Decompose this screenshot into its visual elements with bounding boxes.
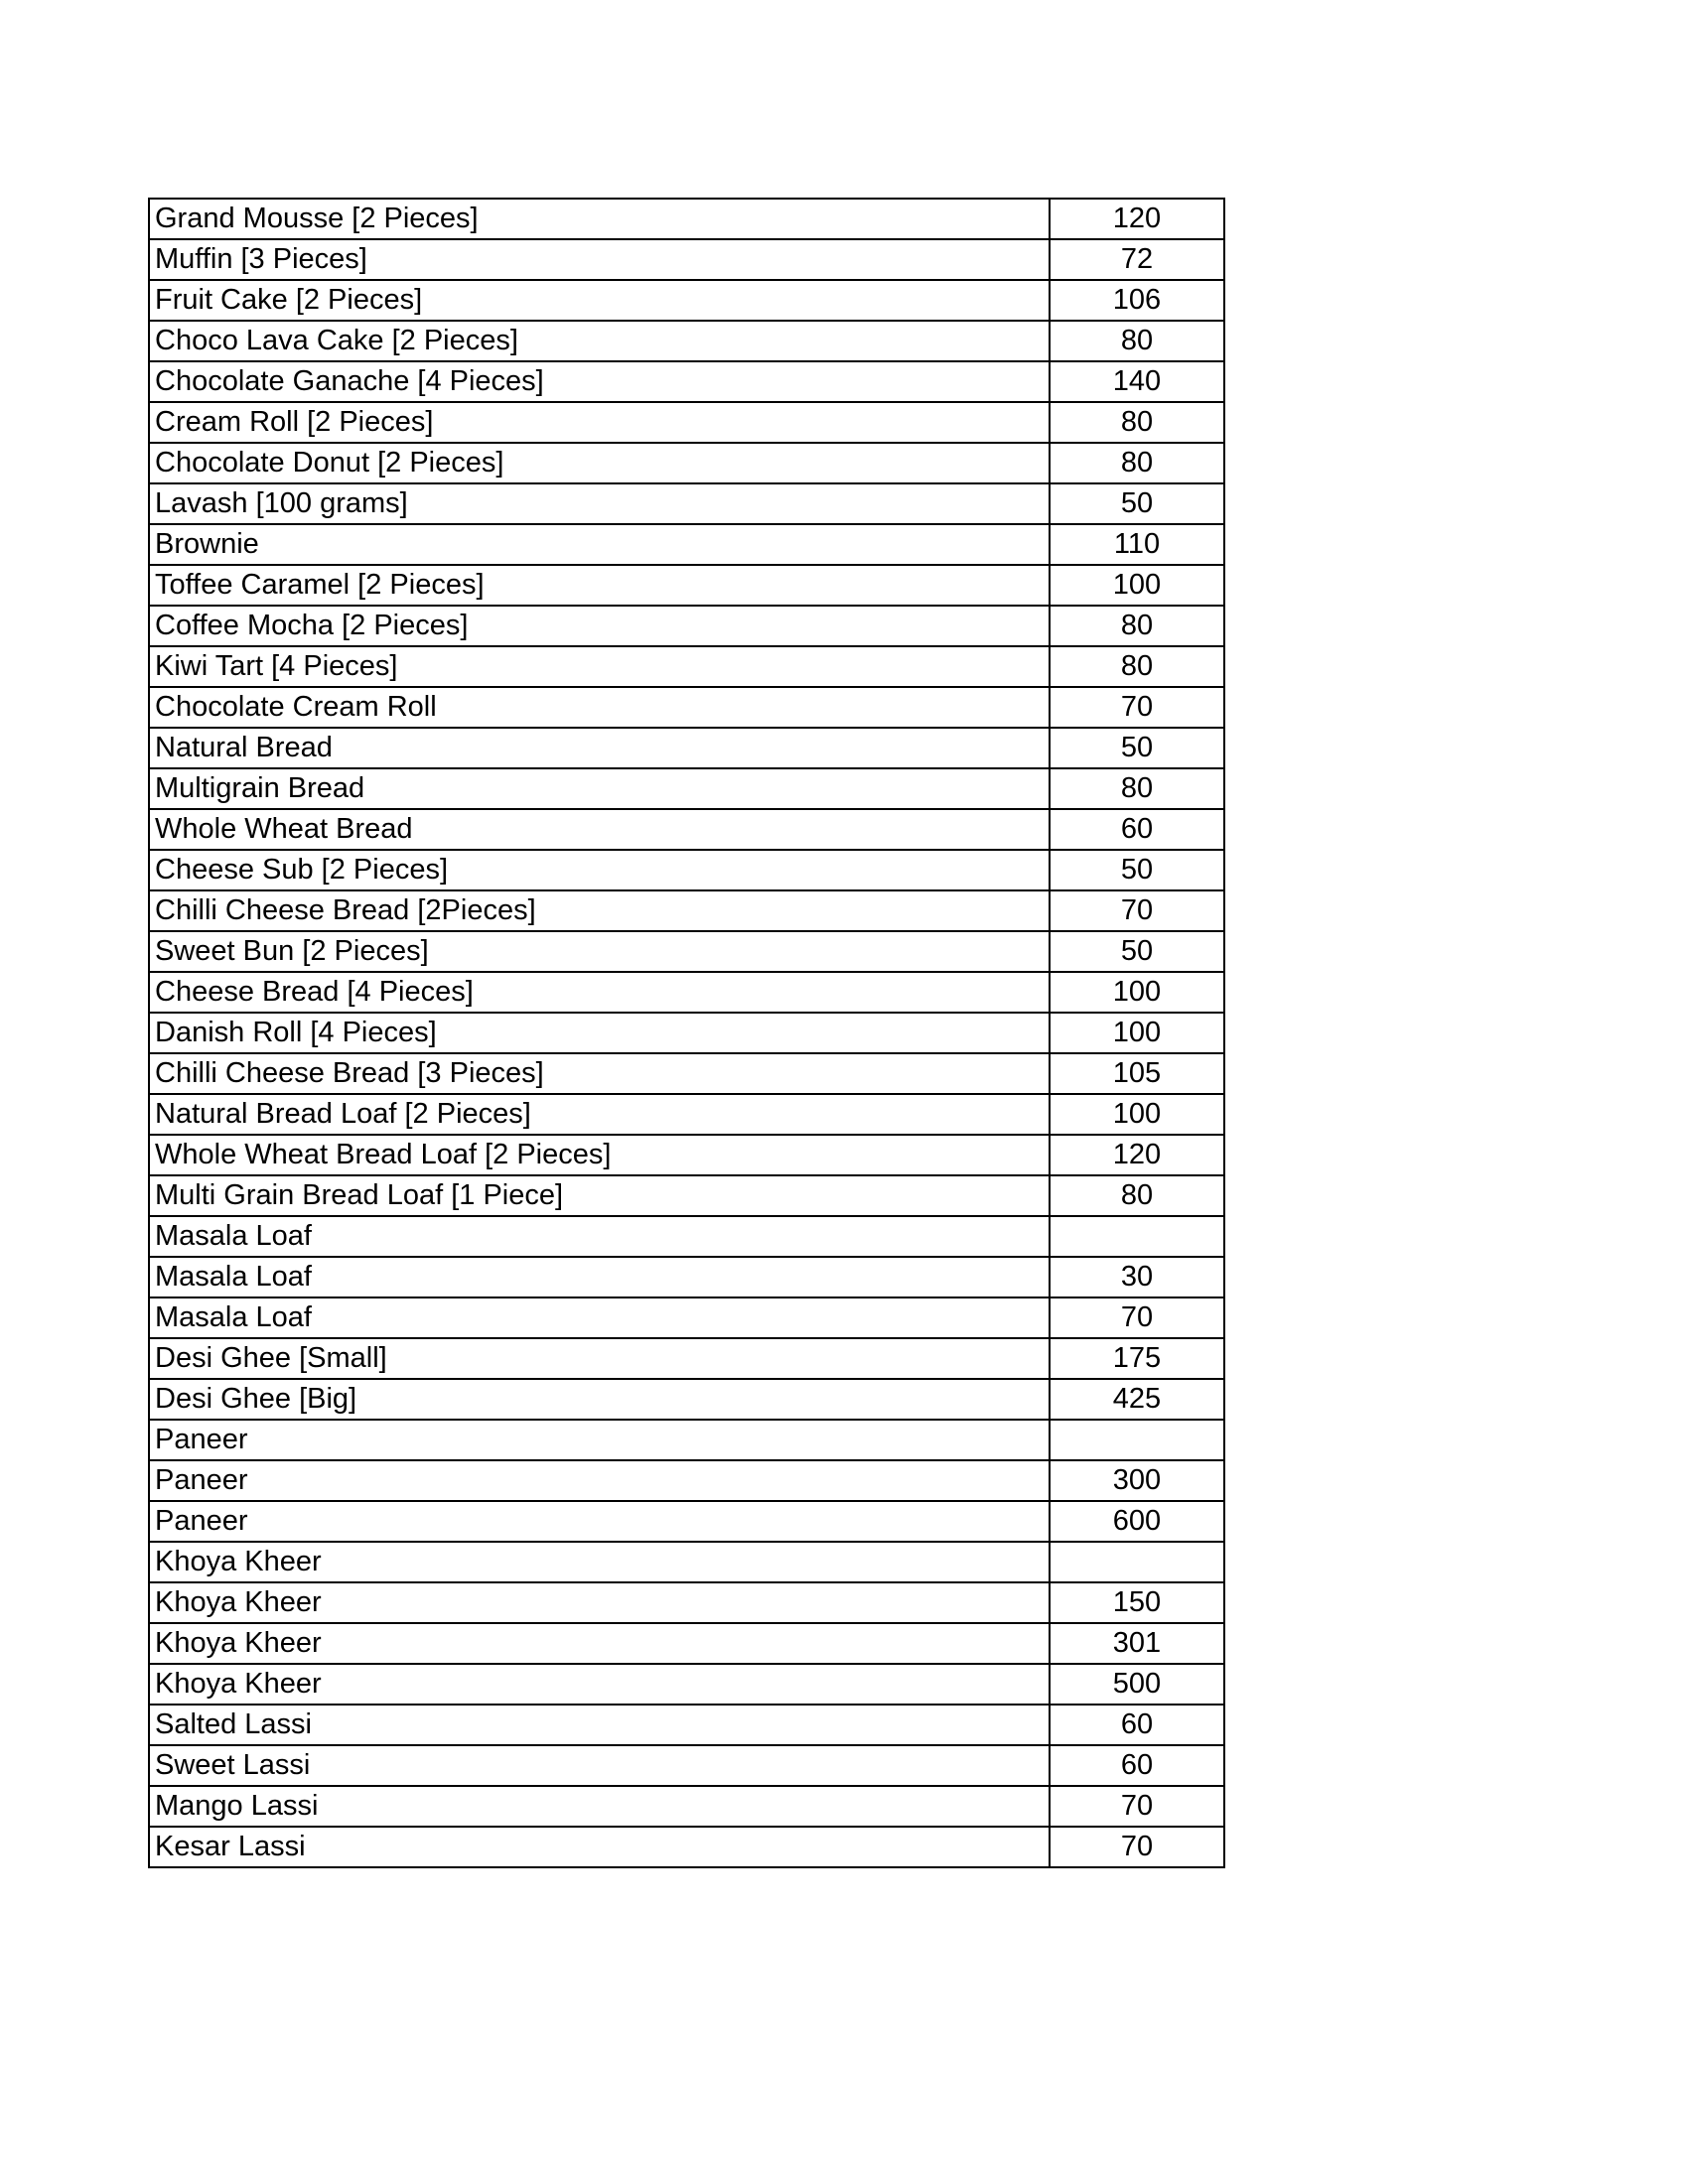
table-row	[149, 483, 1224, 524]
item-price-cell: 175	[1050, 1338, 1224, 1379]
item-name-cell: Coffee Mocha [2 Pieces]	[149, 606, 1050, 646]
item-name-cell: Paneer	[149, 1460, 1050, 1501]
table-row	[149, 1501, 1224, 1542]
item-name-cell: Kiwi Tart [4 Pieces]	[149, 646, 1050, 687]
item-price-cell	[1050, 1216, 1224, 1257]
table-row	[149, 361, 1224, 402]
item-name-cell: Fruit Cake [2 Pieces]	[149, 280, 1050, 321]
table-row	[149, 1338, 1224, 1379]
item-name-cell: Desi Ghee [Big]	[149, 1379, 1050, 1420]
item-name-cell: Mango Lassi	[149, 1786, 1050, 1827]
item-price-cell: 80	[1050, 443, 1224, 483]
item-price-cell: 140	[1050, 361, 1224, 402]
item-name-cell: Sweet Bun [2 Pieces]	[149, 931, 1050, 972]
table-row	[149, 321, 1224, 361]
table-row	[149, 1135, 1224, 1175]
item-name-cell: Chilli Cheese Bread [2Pieces]	[149, 890, 1050, 931]
table-row	[149, 850, 1224, 890]
table-row	[149, 1257, 1224, 1297]
item-name-cell: Sweet Lassi	[149, 1745, 1050, 1786]
table-row	[149, 1013, 1224, 1053]
table-row	[149, 1542, 1224, 1582]
item-price-cell	[1050, 1420, 1224, 1460]
item-price-cell: 70	[1050, 687, 1224, 728]
item-price-cell: 110	[1050, 524, 1224, 565]
item-name-cell: Khoya Kheer	[149, 1664, 1050, 1705]
table-row	[149, 1623, 1224, 1664]
item-price-cell: 100	[1050, 1094, 1224, 1135]
item-name-cell: Desi Ghee [Small]	[149, 1338, 1050, 1379]
table-row	[149, 606, 1224, 646]
item-price-cell	[1050, 1542, 1224, 1582]
item-price-cell: 120	[1050, 1135, 1224, 1175]
table-row	[149, 565, 1224, 606]
item-price-cell: 80	[1050, 321, 1224, 361]
table-row	[149, 1745, 1224, 1786]
item-name-cell: Muffin [3 Pieces]	[149, 239, 1050, 280]
item-price-cell: 50	[1050, 850, 1224, 890]
item-name-cell: Paneer	[149, 1501, 1050, 1542]
table-row	[149, 1379, 1224, 1420]
item-price-cell: 80	[1050, 1175, 1224, 1216]
table-row	[149, 1705, 1224, 1745]
item-price-cell: 80	[1050, 768, 1224, 809]
table-row	[149, 524, 1224, 565]
item-name-cell: Khoya Kheer	[149, 1542, 1050, 1582]
item-price-cell: 120	[1050, 199, 1224, 239]
item-price-cell: 72	[1050, 239, 1224, 280]
item-name-cell: Whole Wheat Bread Loaf [2 Pieces]	[149, 1135, 1050, 1175]
item-name-cell: Kesar Lassi	[149, 1827, 1050, 1867]
item-price-cell: 50	[1050, 728, 1224, 768]
table-row	[149, 687, 1224, 728]
menu-table-body	[149, 199, 1224, 1867]
item-price-cell: 100	[1050, 1013, 1224, 1053]
item-price-cell: 70	[1050, 1786, 1224, 1827]
table-row	[149, 280, 1224, 321]
table-row	[149, 1053, 1224, 1094]
table-row	[149, 931, 1224, 972]
item-name-cell: Chilli Cheese Bread [3 Pieces]	[149, 1053, 1050, 1094]
table-row	[149, 199, 1224, 239]
table-row	[149, 239, 1224, 280]
item-price-cell: 60	[1050, 1745, 1224, 1786]
table-row	[149, 1094, 1224, 1135]
item-price-cell: 100	[1050, 972, 1224, 1013]
item-name-cell: Natural Bread	[149, 728, 1050, 768]
item-price-cell: 50	[1050, 483, 1224, 524]
item-price-cell: 106	[1050, 280, 1224, 321]
table-row	[149, 1216, 1224, 1257]
item-price-cell: 60	[1050, 809, 1224, 850]
item-price-cell: 500	[1050, 1664, 1224, 1705]
item-name-cell: Toffee Caramel [2 Pieces]	[149, 565, 1050, 606]
item-price-cell: 70	[1050, 1827, 1224, 1867]
table-row	[149, 1460, 1224, 1501]
table-row	[149, 1175, 1224, 1216]
item-name-cell: Cheese Bread [4 Pieces]	[149, 972, 1050, 1013]
table-row	[149, 890, 1224, 931]
table-row	[149, 1297, 1224, 1338]
item-price-cell: 100	[1050, 565, 1224, 606]
table-row	[149, 646, 1224, 687]
item-name-cell: Brownie	[149, 524, 1050, 565]
table-row	[149, 809, 1224, 850]
item-name-cell: Lavash [100 grams]	[149, 483, 1050, 524]
item-price-cell: 80	[1050, 606, 1224, 646]
item-name-cell: Cheese Sub [2 Pieces]	[149, 850, 1050, 890]
table-row	[149, 728, 1224, 768]
item-name-cell: Masala Loaf	[149, 1257, 1050, 1297]
table-row	[149, 402, 1224, 443]
item-price-cell: 70	[1050, 890, 1224, 931]
item-name-cell: Whole Wheat Bread	[149, 809, 1050, 850]
item-price-cell: 70	[1050, 1297, 1224, 1338]
item-name-cell: Chocolate Ganache [4 Pieces]	[149, 361, 1050, 402]
item-name-cell: Natural Bread Loaf [2 Pieces]	[149, 1094, 1050, 1135]
table-row	[149, 1582, 1224, 1623]
item-price-cell: 80	[1050, 402, 1224, 443]
item-price-cell: 301	[1050, 1623, 1224, 1664]
item-name-cell: Paneer	[149, 1420, 1050, 1460]
item-name-cell: Multi Grain Bread Loaf [1 Piece]	[149, 1175, 1050, 1216]
table-row	[149, 1827, 1224, 1867]
item-name-cell: Grand Mousse [2 Pieces]	[149, 199, 1050, 239]
item-price-cell: 30	[1050, 1257, 1224, 1297]
item-price-cell: 80	[1050, 646, 1224, 687]
table-row	[149, 443, 1224, 483]
item-name-cell: Chocolate Cream Roll	[149, 687, 1050, 728]
item-name-cell: Choco Lava Cake [2 Pieces]	[149, 321, 1050, 361]
item-name-cell: Masala Loaf	[149, 1297, 1050, 1338]
item-price-cell: 50	[1050, 931, 1224, 972]
item-name-cell: Khoya Kheer	[149, 1623, 1050, 1664]
menu-price-table	[148, 198, 1225, 1868]
item-price-cell: 600	[1050, 1501, 1224, 1542]
table-row	[149, 1786, 1224, 1827]
item-name-cell: Masala Loaf	[149, 1216, 1050, 1257]
table-row	[149, 972, 1224, 1013]
table-row	[149, 1420, 1224, 1460]
table-row	[149, 1664, 1224, 1705]
item-price-cell: 60	[1050, 1705, 1224, 1745]
item-price-cell: 300	[1050, 1460, 1224, 1501]
item-name-cell: Salted Lassi	[149, 1705, 1050, 1745]
item-name-cell: Chocolate Donut [2 Pieces]	[149, 443, 1050, 483]
item-name-cell: Multigrain Bread	[149, 768, 1050, 809]
item-price-cell: 105	[1050, 1053, 1224, 1094]
item-price-cell: 150	[1050, 1582, 1224, 1623]
item-price-cell: 425	[1050, 1379, 1224, 1420]
item-name-cell: Danish Roll [4 Pieces]	[149, 1013, 1050, 1053]
item-name-cell: Khoya Kheer	[149, 1582, 1050, 1623]
item-name-cell: Cream Roll [2 Pieces]	[149, 402, 1050, 443]
table-row	[149, 768, 1224, 809]
